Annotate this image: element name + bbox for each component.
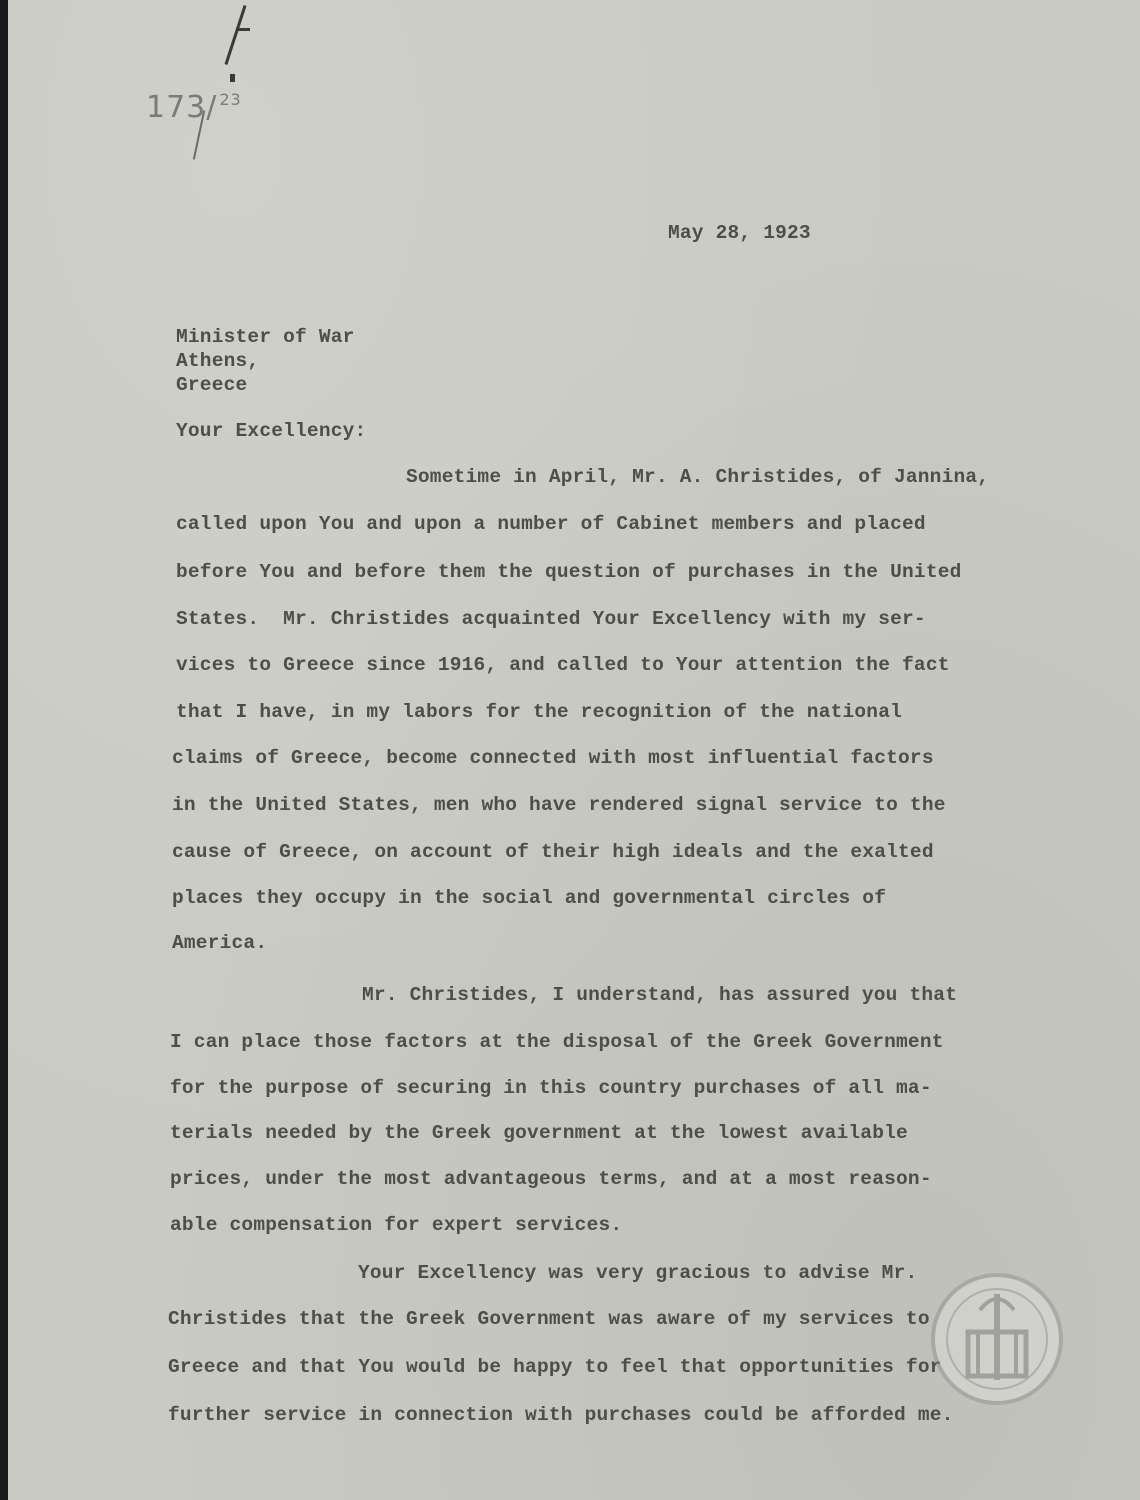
body-line: places they occupy in the social and governmental circles of — [172, 887, 887, 909]
body-line: terials needed by the Greek government at the lowest available — [170, 1122, 908, 1144]
pencil-mark — [230, 74, 235, 82]
body-line: America. — [172, 932, 268, 954]
body-line: claims of Greece, become connected with most influential factors — [172, 747, 934, 769]
body-line: able compensation for expert services. — [170, 1214, 623, 1236]
body-line: that I have, in my labors for the recognition of the national — [176, 701, 903, 723]
body-line: I can place those factors at the disposal of the Greek Government — [170, 1031, 944, 1053]
recipient-line-3: Greece — [176, 374, 248, 396]
body-line: prices, under the most advantageous terms, and at a most reason- — [170, 1168, 932, 1190]
recipient-line-2: Athens, — [176, 350, 260, 372]
body-line: before You and before them the question of purchases in the United — [176, 561, 962, 583]
body-line: Mr. Christides, I understand, has assured you that — [362, 984, 958, 1006]
body-line: in the United States, men who have rendered signal service to the — [172, 794, 946, 816]
archive-number: 173/ $^{23}$ — [146, 90, 242, 125]
pencil-mark — [236, 28, 250, 31]
body-line: States. Mr. Christides acquainted Your Excellency with my ser- — [176, 608, 926, 630]
body-line: vices to Greece since 1916, and called to Your attention the fact — [176, 654, 950, 676]
archive-stamp-icon — [928, 1270, 1066, 1408]
letter-date: May 28, 1923 — [668, 222, 811, 244]
body-line: Christides that the Greek Government was aware of my services to — [168, 1308, 930, 1330]
body-line: cause of Greece, on account of their high ideals and the exalted — [172, 841, 934, 863]
recipient-line-1: Minister of War — [176, 326, 355, 348]
archive-number-sub: 23 — [219, 90, 242, 109]
body-line: for the purpose of securing in this country purchases of all ma- — [170, 1077, 932, 1099]
archive-number-main: 173 — [146, 90, 207, 125]
body-line: Sometime in April, Mr. A. Christides, of Jannina, — [406, 466, 990, 488]
body-line: Your Excellency was very gracious to advise Mr. — [358, 1262, 918, 1284]
body-line: Greece and that You would be happy to feel that opportunities for — [168, 1356, 942, 1378]
pencil-mark — [224, 5, 246, 65]
letter-page — [8, 0, 1140, 1500]
body-line: called upon You and upon a number of Cabinet members and placed — [176, 513, 926, 535]
body-line: further service in connection with purchases could be afforded me. — [168, 1404, 954, 1426]
salutation: Your Excellency: — [176, 420, 367, 442]
